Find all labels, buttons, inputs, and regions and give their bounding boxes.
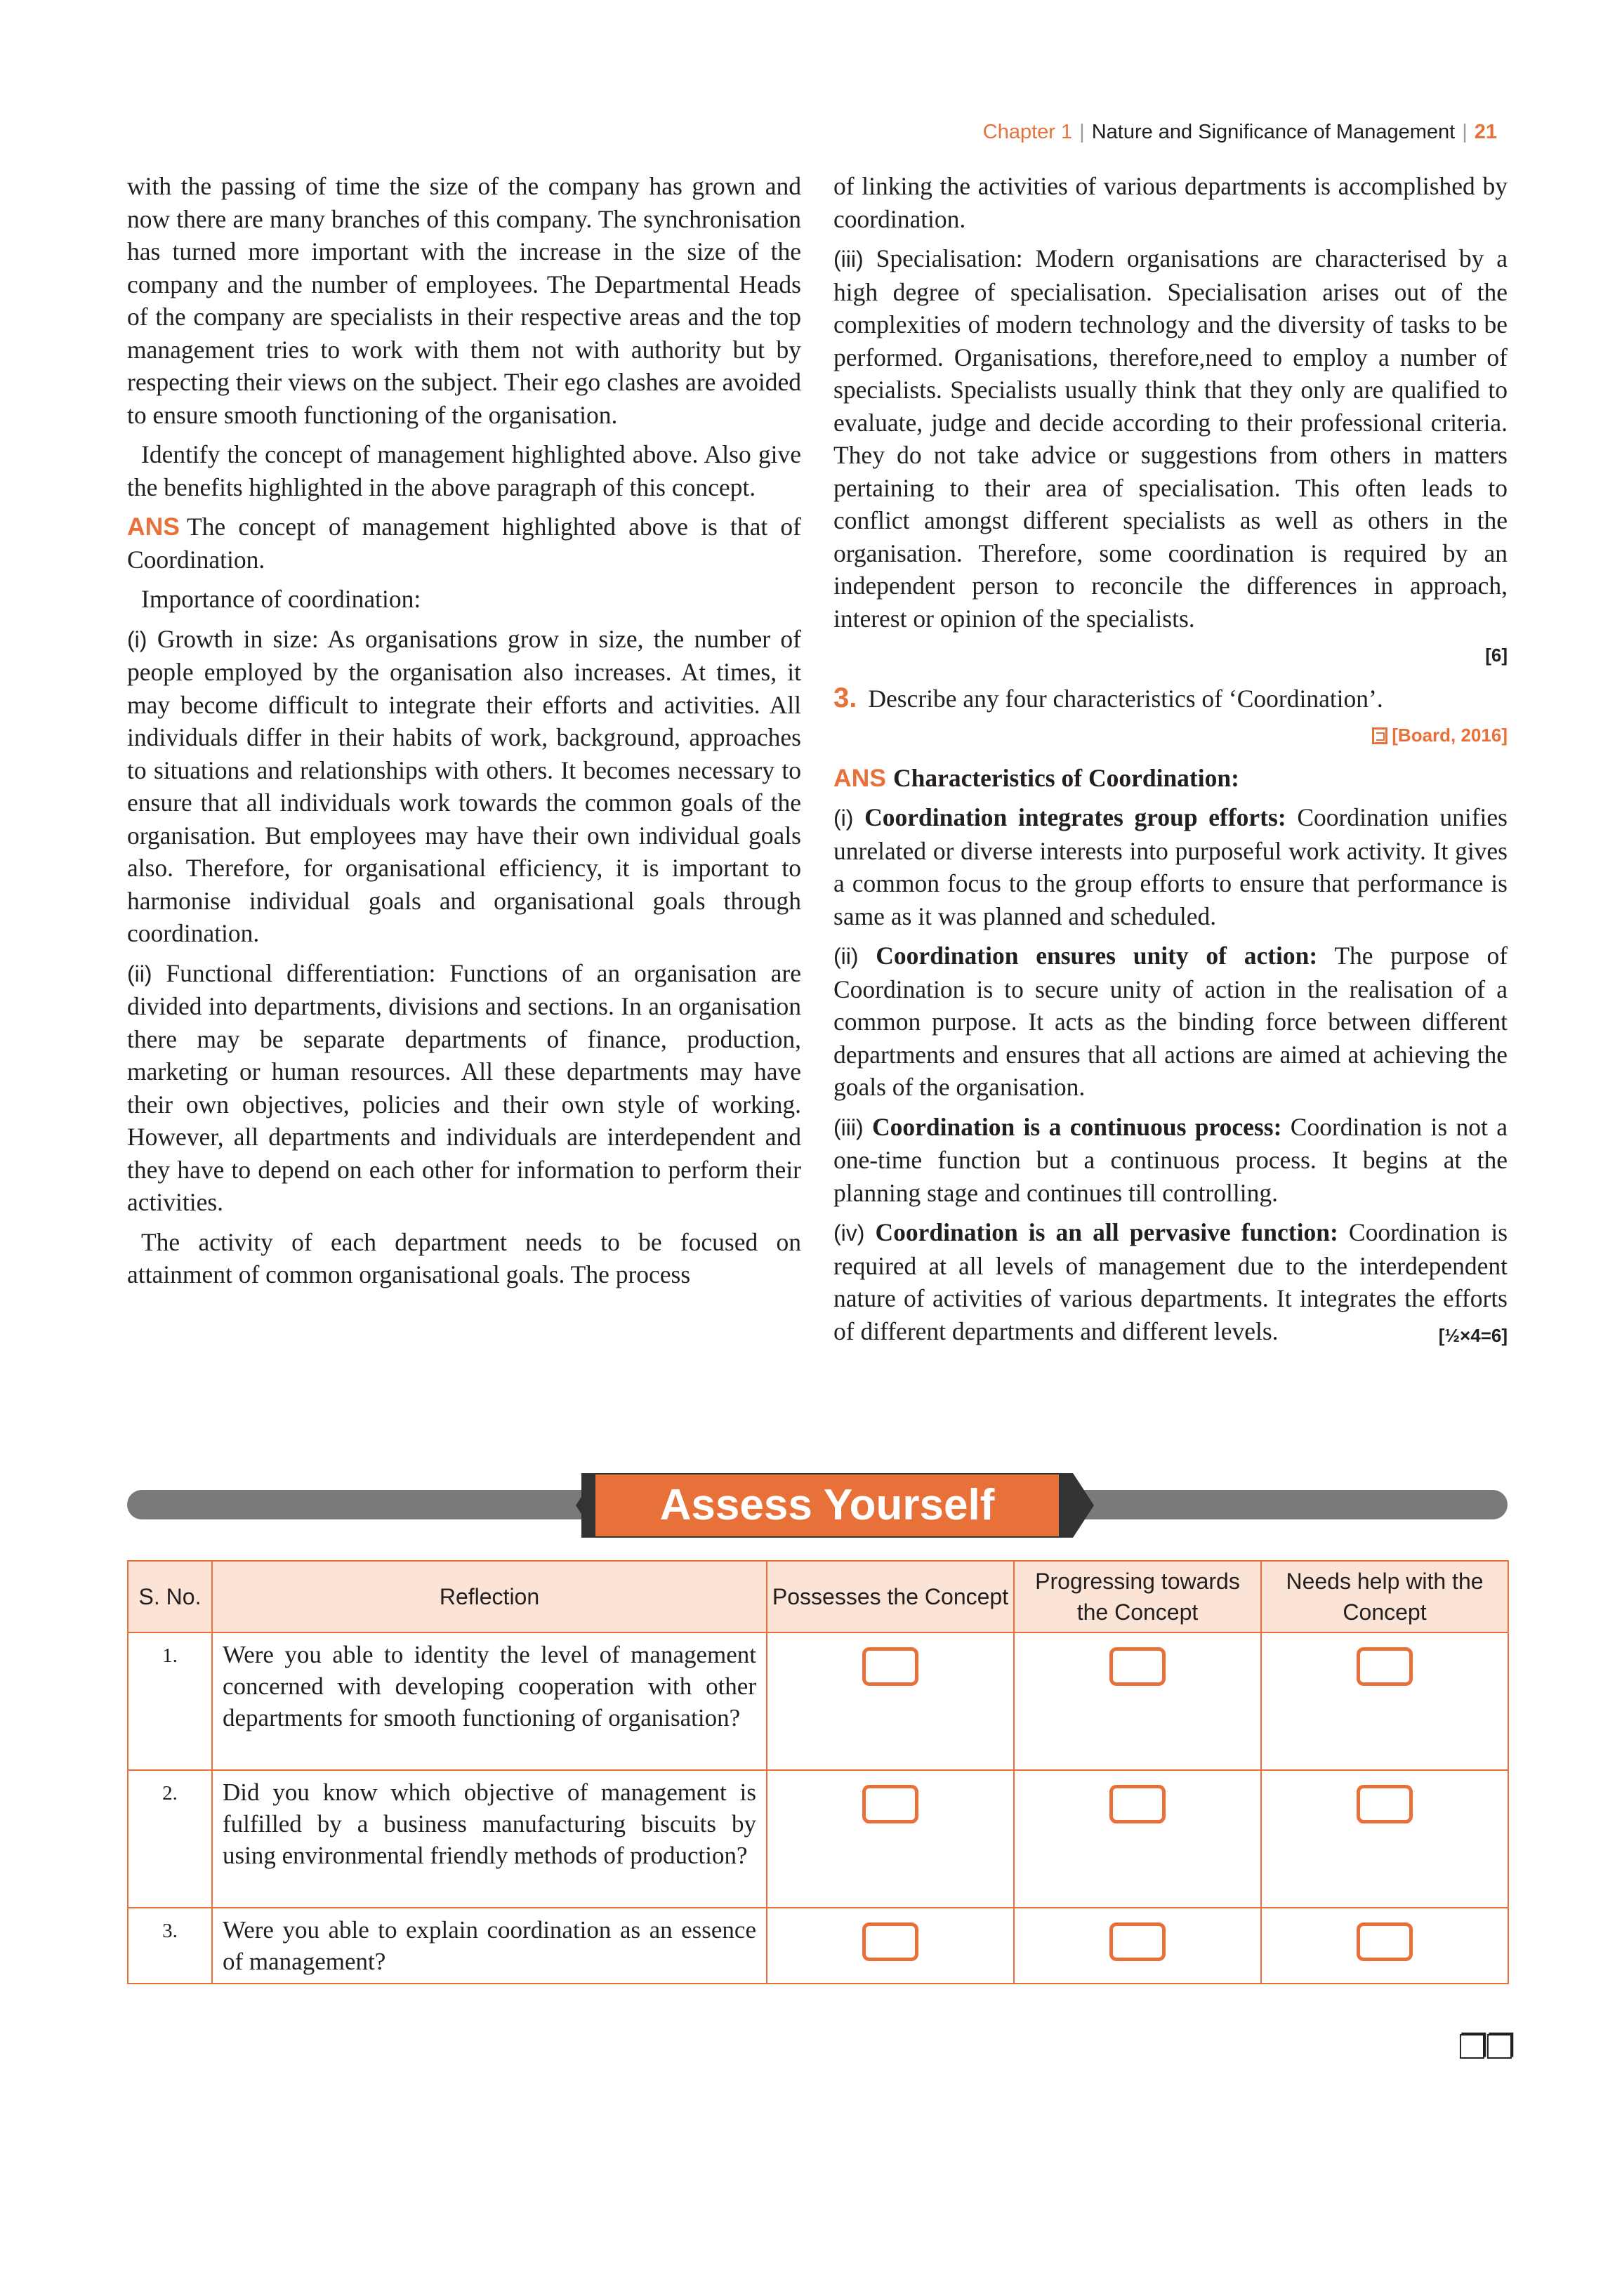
board-text: [Board, 2016]	[1392, 725, 1508, 746]
needs-help-checkbox[interactable]	[1357, 1785, 1413, 1823]
running-header: Chapter 1 | Nature and Significance of Management | 21	[982, 121, 1497, 143]
characteristic-heading: Coordination ensures unity of action:	[876, 942, 1318, 970]
table-header-row	[128, 1561, 1508, 1632]
assess-yourself-title: Assess Yourself	[595, 1474, 1059, 1536]
characteristic-text: Coordination unifies unrelated or diverse interests into purposeful work activity. It gives a common focus to the group efforts to ensure that performance is same as it was planned and scheduled.	[833, 803, 1508, 930]
answer-heading	[833, 762, 1508, 795]
chapter-label: Chapter 1	[982, 121, 1073, 143]
question-paragraph: Identify the concept of management highlighted above. Also give the benefits highlighted in the above paragraph of this concept.	[127, 440, 801, 501]
board-reference	[833, 719, 1508, 752]
point-number: (i)	[833, 805, 854, 831]
marks-label: [6]	[1485, 645, 1508, 666]
left-paragraph-1: with the passing of time the size of the company has grown and now there are many branches of this company. The synchronisation has turned more important with the increase in the size of the company and the number of employees. The Departmental Heads of the company are specialists in their respective areas and the top management tries to work with them not with authority but by respecting their views on the subject. Their ego clashes are avoided to ensure smooth functioning of the organisation.	[127, 172, 801, 429]
marks-label: [½×4=6]	[1438, 1324, 1508, 1346]
importance-heading: Importance of coordination:	[141, 585, 421, 613]
characteristic-heading: Coordination is a continuous process:	[872, 1112, 1282, 1141]
characteristic-2	[833, 939, 1508, 1104]
page-number: 21	[1474, 121, 1497, 143]
header-reflection: Reflection	[212, 1561, 767, 1632]
answer-text: The concept of management highlighted above is that of Coordination.	[127, 513, 801, 574]
characteristic-1	[833, 801, 1508, 932]
answer-heading-text: Characteristics of Coordination:	[892, 763, 1239, 792]
end-of-section-mark: ❐❐	[1458, 2028, 1513, 2067]
progressing-checkbox[interactable]	[1109, 1922, 1166, 1961]
point-functional	[127, 957, 801, 1219]
question-text: Describe any four characteristics of ‘Coordination’.	[868, 684, 1383, 713]
point-number: (i)	[127, 626, 147, 652]
row-reflection: Were you able to explain coordination as an essence of management?	[212, 1908, 767, 1984]
ans-label: ANS	[127, 513, 180, 541]
progressing-checkbox[interactable]	[1109, 1647, 1166, 1686]
characteristic-4	[833, 1216, 1508, 1347]
left-paragraph-last: The activity of each department needs to be focused on attainment of common organisational goals. The process	[127, 1227, 801, 1288]
row-number: 3.	[128, 1908, 212, 1984]
point-specialisation	[833, 242, 1508, 635]
point-text: Specialisation: Modern organisations are characterised by a high degree of specialisation. Specialisation arises out of the complexities of modern technology and the diversity of tasks to be performed. Organisations, therefore,need to employ a number of specialists. Specialists usually think that they only are qualified to evaluate, judge and decide according to their professional criteria. They do not take advice or suggestions from others in matters pertaining to their area of specialisation. This often leads to conflict amongst different specialists as well as others in the organisation. Therefore, some coordination is required by an independent person to reconcile the differences in approach, interest or opinion of the specialists.	[833, 244, 1508, 633]
characteristic-text: Coordination is required at all levels of management due to the interdependent nature of activities of various departments. It integrates the efforts of different departments and different levels.	[833, 1218, 1508, 1345]
header-progressing: Progressing towards the Concept	[1014, 1561, 1261, 1632]
characteristic-heading: Coordination integrates group efforts:	[864, 803, 1286, 831]
point-number: (iii)	[833, 1114, 864, 1140]
row-number: 2.	[128, 1770, 212, 1908]
table-row	[128, 1632, 1508, 1770]
possesses-checkbox[interactable]	[862, 1785, 918, 1823]
row-number: 1.	[128, 1632, 212, 1770]
ans-label: ANS	[833, 763, 886, 792]
table-row	[128, 1770, 1508, 1908]
characteristic-3	[833, 1111, 1508, 1210]
board-icon	[1372, 727, 1387, 744]
row-reflection: Were you able to identity the level of management concerned with developing cooperation with other departments for smooth functioning of organisation?	[212, 1632, 767, 1770]
header-needs-help: Needs help with the Concept	[1261, 1561, 1508, 1632]
answer-paragraph	[127, 510, 801, 576]
chapter-title: Nature and Significance of Management	[1091, 121, 1456, 143]
assess-table	[127, 1560, 1509, 1984]
needs-help-checkbox[interactable]	[1357, 1922, 1413, 1961]
characteristic-text: The purpose of Coordination is to secure unity of action in the realisation of a common purpose. It acts as the binding force between different departments and ensures that all actions are aimed at achieving the goals of the organisation.	[833, 942, 1508, 1101]
possesses-checkbox[interactable]	[862, 1922, 918, 1961]
point-text: Functional differentiation: Functions of an organisation are divided into departments, divisions and sections. In an organisation there may be separate departments of finance, production, marketing or human resources. All these departments may have their own objectives, policies and their own style of working. However, all departments and individuals are interdependent and they have to depend on each other for information to perform their activities.	[127, 958, 802, 1216]
row-reflection: Did you know which objective of management is fulfilled by a business manufacturing biscuits by using environmental friendly methods of production?	[212, 1770, 767, 1908]
point-number: (ii)	[833, 944, 859, 969]
right-paragraph-1: of linking the activities of various departments is accomplished by coordination.	[833, 172, 1508, 233]
right-column	[833, 170, 1508, 1354]
banner-right-arrow	[1073, 1473, 1094, 1538]
table-row	[128, 1908, 1508, 1984]
point-number: (iii)	[833, 246, 864, 272]
header-sno: S. No.	[128, 1561, 212, 1632]
progressing-checkbox[interactable]	[1109, 1785, 1166, 1823]
characteristic-heading: Coordination is an all pervasive function:	[875, 1218, 1338, 1246]
possesses-checkbox[interactable]	[862, 1647, 918, 1686]
point-number: (iv)	[833, 1220, 865, 1246]
header-possesses: Possesses the Concept	[767, 1561, 1014, 1632]
point-text: Growth in size: As organisations grow in size, the number of people employed by the organisation also increases. At times, it may become difficult to integrate their efforts and activities. All individuals differ in their habits of work, background, approaches to situations and relationships with others. It becomes necessary to ensure that all individuals work towards the common goals of the organisation. But employees may have their own individual goals also. Therefore, for organisational efficiency, it is important to harmonise individual goals and organisational goals through coordination.	[127, 624, 801, 947]
point-growth	[127, 623, 801, 950]
question-number: 3.	[833, 682, 857, 713]
needs-help-checkbox[interactable]	[1357, 1647, 1413, 1686]
characteristic-text: Coordination is not a one-time function but a continuous process. It begins at the planning stage and continues till controlling.	[833, 1112, 1508, 1207]
question-3	[833, 682, 1508, 715]
left-column	[127, 170, 801, 1298]
point-number: (ii)	[127, 961, 152, 987]
